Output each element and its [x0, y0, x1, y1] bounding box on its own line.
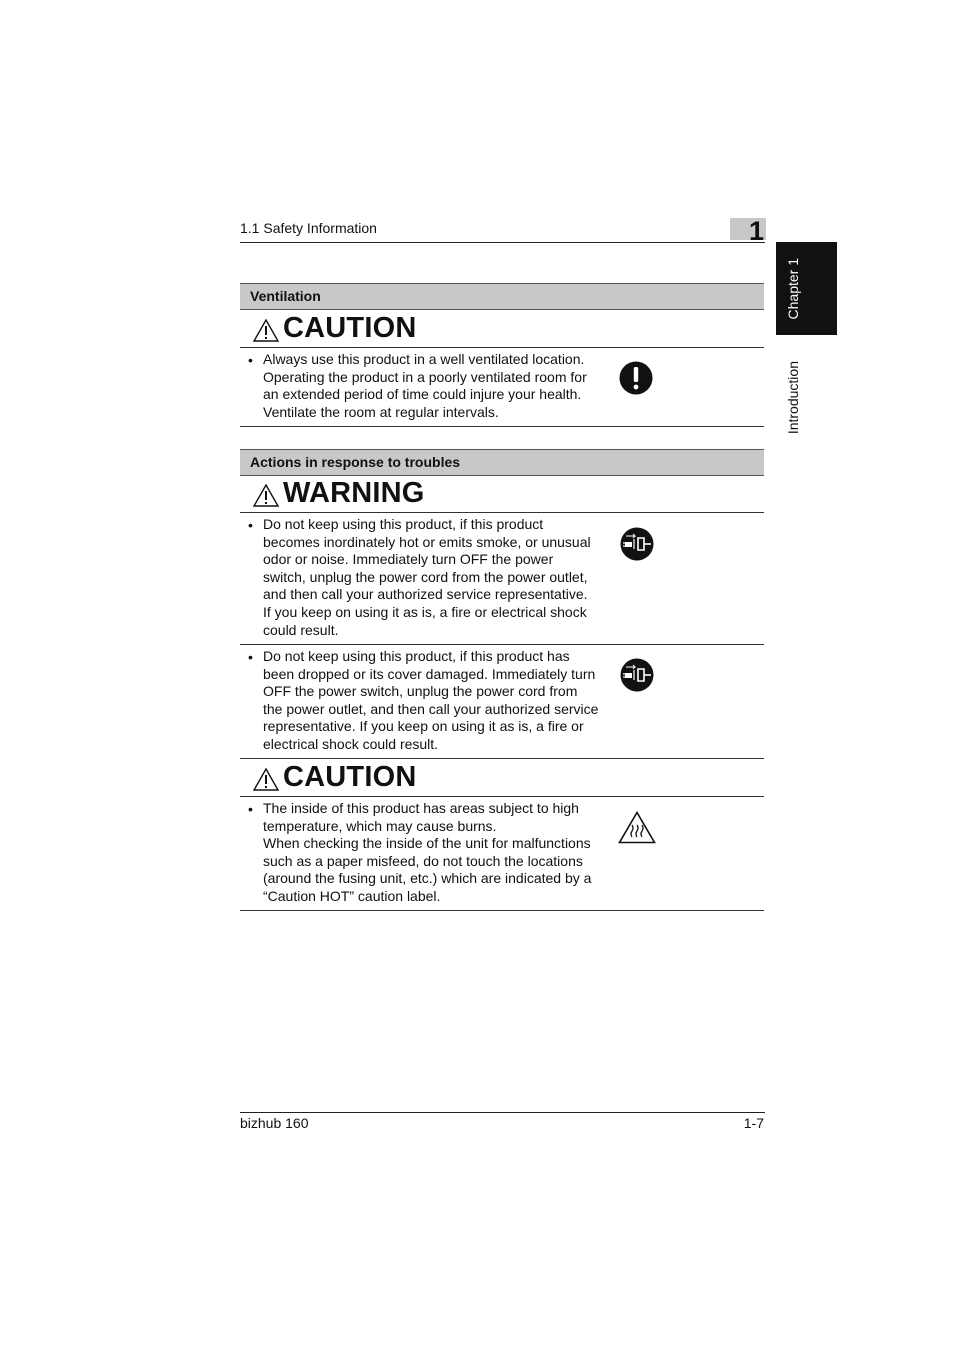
chapter-number: 1 — [748, 216, 764, 246]
safety-item — [240, 645, 764, 759]
bullet: • — [248, 352, 253, 368]
text-line: (around the fusing unit, etc.) which are indicated by a — [263, 870, 592, 887]
section-tab-label: Introduction — [784, 360, 801, 435]
unplug-power-icon — [620, 527, 654, 561]
caution-label: CAUTION — [283, 761, 417, 793]
footer-rule — [240, 1112, 765, 1113]
running-header-title: 1.1 Safety Information — [240, 220, 377, 236]
bullet: • — [248, 801, 253, 817]
section-heading-ventilation — [240, 283, 764, 310]
safety-item-text — [263, 648, 608, 754]
section-heading-text: Actions in response to troubles — [250, 454, 461, 470]
text-line: representative. If you keep on using it as is, a fire or — [263, 718, 584, 735]
text-line: could result. — [263, 621, 339, 638]
header-rule — [240, 242, 765, 243]
safety-item — [240, 513, 764, 645]
section-heading-text: Ventilation — [250, 288, 321, 304]
text-line: The inside of this product has areas subject to high — [263, 800, 579, 816]
text-line: the power outlet, and then call your authorized service — [263, 700, 599, 717]
caution-triangle-icon — [253, 768, 279, 791]
text-line: Ventilate the room at regular intervals. — [263, 403, 499, 420]
safety-item — [240, 348, 764, 427]
warning-triangle-icon — [253, 484, 279, 507]
unplug-power-icon — [620, 658, 654, 692]
caution-heading — [240, 759, 764, 797]
section-tab-label-box — [776, 345, 809, 450]
text-line: Operating the product in a poorly ventilated room for — [263, 368, 587, 385]
warning-label: WARNING — [283, 477, 425, 509]
text-line: an extended period of time could injure your health. — [263, 386, 582, 403]
hot-surface-warning-icon — [618, 811, 656, 844]
text-line: OFF the power switch, unplug the power cord from — [263, 683, 578, 700]
text-line: such as a paper misfeed, do not touch the locations — [263, 852, 583, 869]
text-line: been dropped or its cover damaged. Immediately turn — [263, 665, 596, 682]
safety-item — [240, 797, 764, 911]
footer-product-name: bizhub 160 — [240, 1115, 309, 1131]
caution-label: CAUTION — [283, 312, 417, 344]
text-line: odor or noise. Immediately turn OFF the power — [263, 551, 554, 568]
safety-item-text — [263, 800, 608, 906]
text-line: When checking the inside of the unit for malfunctions — [263, 835, 591, 852]
text-line: electrical shock could result. — [263, 735, 439, 752]
text-line: becomes inordinately hot or emits smoke, or unusual — [263, 533, 591, 550]
safety-item-text — [263, 516, 608, 639]
chapter-tab-label-box — [776, 242, 809, 335]
chapter-tab-label: Chapter 1 — [784, 257, 801, 320]
caution-triangle-icon — [253, 319, 279, 342]
caution-heading — [240, 310, 764, 348]
text-line: switch, unplug the power cord from the power outlet, — [263, 568, 588, 585]
text-line: If you keep on using it as is, a fire or electrical shock — [263, 603, 587, 620]
chapter-number-box — [730, 216, 766, 246]
mandatory-exclamation-icon — [619, 361, 653, 395]
text-line: temperature, which may cause burns. — [263, 817, 497, 834]
text-line: and then call your authorized service representative. — [263, 586, 588, 603]
text-line: Do not keep using this product, if this product — [263, 516, 544, 532]
footer-page-number: 1-7 — [743, 1115, 764, 1131]
text-line: “Caution HOT” caution label. — [263, 887, 441, 904]
warning-heading — [240, 475, 764, 513]
text-line: Do not keep using this product, if this product has — [263, 648, 570, 664]
bullet: • — [248, 517, 253, 533]
section-heading-troubles — [240, 449, 764, 476]
safety-item-text — [263, 351, 608, 421]
bullet: • — [248, 649, 253, 665]
text-line: Always use this product in a well ventilated location. — [263, 351, 585, 367]
